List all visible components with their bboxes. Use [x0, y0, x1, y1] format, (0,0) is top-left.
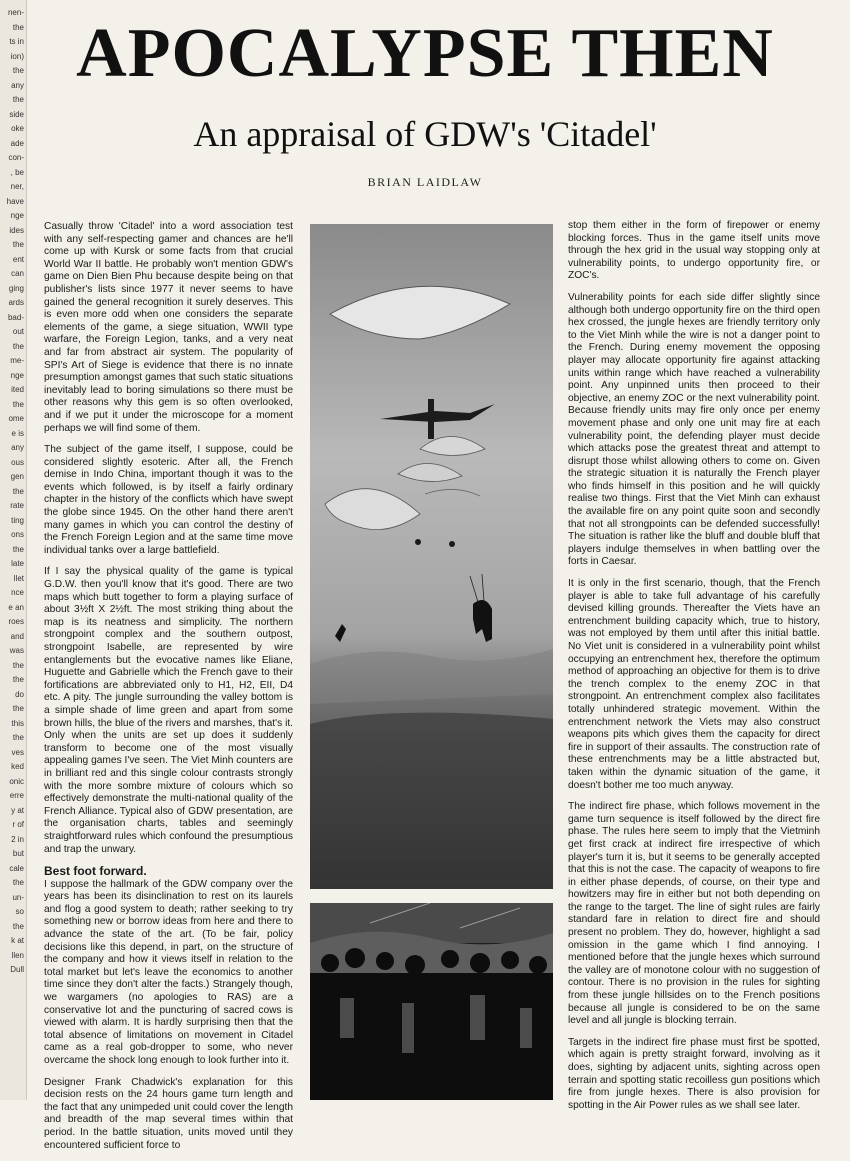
gutter-fragment: r of — [12, 820, 24, 829]
gutter-fragment: the — [12, 95, 24, 104]
gutter-fragment: nge — [10, 370, 24, 380]
adjacent-page-edge — [0, 0, 27, 1100]
gutter-fragment: gen — [10, 472, 24, 481]
gutter-fragment: ade — [10, 138, 24, 148]
gutter-fragment: the — [12, 878, 24, 887]
article-title: APOCALYPSE THEN — [76, 15, 774, 92]
gutter-fragment: can — [11, 269, 24, 278]
gutter-fragment: so — [15, 907, 24, 916]
gutter-fragment: the — [12, 660, 24, 670]
paragraph: Designer Frank Chadwick's explanation for this decision rests on the 24 hours game turn length and the fact that any unimpeded unit could cover the length and breadth of the map several times within that period. In the battle situation, units moved until they encountered sufficient force to — [44, 1076, 293, 1151]
gutter-fragment: side — [9, 109, 24, 119]
gutter-fragment: ging — [8, 283, 24, 293]
gutter-fragment: cale — [9, 863, 24, 873]
gutter-fragment: the — [12, 704, 24, 713]
paragraph: I suppose the hallmark of the GDW company over the years has been its disinclination to rest on its laurels and flog a good system to death; rather seeking to try something new or borrow ideas from here and there to advance the state of the art. (To be fair, policy decisions like this depend, in part, on the structure of the company and how it views itself in relation to the total market but let's leave the economics to another time since they don't alter the facts.) Strangely though, we wargamers (no apologies to RAS) are a conservative lot and the puncturing of sacred cows is viewed with alarm. It is hardly surprising then that the total absence of limitations on movement in Citadel came as a real gob-dropper to some, who never overcame the shock long enough to look further into it. — [44, 878, 293, 1066]
gutter-fragment: ting — [11, 515, 24, 525]
gutter-fragment: the — [12, 733, 24, 742]
gutter-fragment: ts in — [9, 37, 24, 46]
gutter-fragment: y at — [11, 805, 24, 815]
gutter-fragment: the — [12, 66, 24, 75]
gutter-fragment: was — [9, 646, 24, 655]
section-heading: Best foot forward. — [44, 864, 147, 879]
gutter-fragment: any — [11, 443, 24, 452]
gutter-fragment: , be — [10, 167, 24, 177]
soldiers-photo — [310, 903, 553, 1100]
gutter-fragment: rate — [10, 501, 24, 510]
gutter-fragment: the — [12, 341, 24, 351]
gutter-fragment: nge — [10, 211, 24, 220]
gutter-fragment: ome — [8, 414, 24, 423]
gutter-fragment: ves — [11, 747, 24, 757]
gutter-fragment: this — [11, 718, 24, 728]
gutter-fragment: llen — [11, 950, 24, 960]
gutter-fragment: ited — [11, 385, 24, 394]
gutter-fragment: the — [12, 544, 24, 554]
gutter-fragment: out — [12, 327, 24, 336]
gutter-fragment: e is — [11, 428, 24, 438]
gutter-fragment: Dull — [10, 965, 24, 974]
gutter-fragment: erre — [9, 791, 24, 800]
gutter-fragment: con- — [8, 153, 24, 162]
gutter-fragment: ked — [11, 762, 24, 771]
gutter-fragment: late — [11, 559, 24, 568]
paragraph: The subject of the game itself, I suppose, could be considered slightly esoteric. After all, the French demise in Indo China, important though it was to the events which followed, is by itself a fairly ordinary chapter in the history of the conflicts which have swept the globe since 1945. On the other hand there aren't many games in which you can control the destiny of the French Foreign Legion and at the same time move individual tanks over a large battlefield. — [44, 444, 293, 556]
gutter-fragment: un- — [12, 892, 24, 902]
gutter-fragment: ent — [12, 254, 24, 264]
article-subtitle: An appraisal of GDW's 'Citadel' — [193, 114, 657, 154]
author-byline: BRIAN LAIDLAW — [367, 175, 483, 189]
gutter-fragment: the — [12, 240, 24, 249]
paragraph: Casually throw 'Citadel' into a word association test with any self-respecting gamer and chances are he'll come up with Kursk or some facts from that crucial World War II battle. He probably won't mention GDW's game on Dien Bien Phu because despite being on that publisher's lists since 1977 it never seems to have gained the general recognition it surely deserves. This is even more odd when one considers the separate elements of the game, a siege situation, WWII type warfare, the Foreign Legion, tanks, and a very neat and far from abstract air system. The popularity of SPI's Art of Siege is evidence that there is no innate presumption amongst games that such static situations inevitably lead to boring simulations so there must be other reasons why this gem is so often overlooked, and if we put it under the microscope for a moment perhaps we will find some of them. — [44, 221, 293, 434]
gutter-fragment: bad- — [7, 312, 24, 322]
gutter-fragment: the — [12, 921, 24, 931]
gutter-fragment: e an — [8, 602, 24, 612]
gutter-fragment: ards — [8, 298, 24, 307]
gutter-fragment: but — [12, 849, 24, 858]
gutter-fragment: ons — [11, 530, 24, 539]
gutter-fragment: onic — [9, 776, 24, 786]
left-text-column — [44, 221, 293, 1161]
gutter-fragment: the — [12, 399, 24, 409]
gutter-fragment: ous — [11, 457, 24, 467]
paragraph: Targets in the indirect fire phase must first be spotted, which again is pretty straight forward, involving as it does, sighting by adjacent units, sighting across open terrain and spotting static recoilless gun positions which fire from jungle hexes. There is also provision for spotting in the Air Power rules as we shall see later. — [568, 1036, 820, 1111]
gutter-fragment: do — [15, 689, 24, 699]
gutter-fragment: oke — [11, 124, 24, 133]
gutter-fragment: roes — [8, 617, 24, 626]
gutter-fragment: me- — [10, 356, 24, 365]
gutter-fragment: nen- — [7, 8, 24, 17]
gutter-fragment: the — [12, 675, 24, 684]
gutter-fragment: llet — [13, 573, 24, 583]
gutter-fragment: nce — [11, 588, 24, 597]
gutter-fragment: any — [11, 80, 24, 90]
right-text-column — [568, 220, 820, 1121]
gutter-fragment: ides — [9, 225, 24, 235]
gutter-fragment: the — [12, 486, 24, 496]
gutter-fragment: ner, — [10, 182, 24, 191]
paratroopers-photo — [310, 224, 553, 889]
paragraph: If I say the physical quality of the game is typical G.D.W. then you'll know that it's good. There are two maps which butt together to form a playing surface of about 3½ft X 2½ft. The most striking thing about the map is its neatness and simplicity. The northern strongpoint complex and the southern outpost, strongpoint Isabelle, are represented by wire entanglements but the evocative names like Eliane, Huguette and Gabrielle which the French gave to their fortifications are abbreviated only to H1, H2, EII, D4 etc. A pity. The jungle surrounding the valley bottom is a simple shade of lime green and apart from some brown hills, the blue of the rivers and marshes, that's it. Only when the units are set up does it suddenly transform to become one of the most visually appealing games I've seen. The Viet Minh counters are in brilliant red and this single colour contrasts strongly with the more sombre mixture of colours which so effectively demonstrate the multi-national quality of the French Alliance. Typical also of GDW presentation, are the organisation charts, tables and seemingly straightforward rules which confound the presumptious and trap the unwary. — [44, 566, 293, 855]
paragraph: Vulnerability points for each side differ slightly since although both undergo opportunity fire on the third open hex crossed, the jungle hexes are friendly territory only to the Viet Minh while the wire is not a danger point to the French. During enemy movement the opposing player may allocate opportunity fire against attacking units within range which have reached a vulnerability point. Any unpinned units then proceed to their objective, an enemy ZOC or the next vulnerability point. Because friendly units may fire only once per enemy movement phase and only one unit may fire at each vulnerability point, the defending player must decide which attacks pose the greatest threat and attempt to disrupt those whilst allowing others to come on. Given the strategic situation it is naturally the French player who finds himself in this position and he will quickly realise two things. First that the Viet Minh can exhaust the available fire on any point quite soon and secondly that not all strongpoints can be defended successfully! The situation is rather like the bluff and double bluff that players indulge themselves in when battling over the forts in Caesar. — [568, 291, 820, 568]
gutter-fragment: the — [12, 22, 24, 32]
gutter-fragment: have — [6, 196, 24, 206]
paragraph: It is only in the first scenario, though, that the French player is able to take full advantage of his carefully devised killing grounds. Thereafter the Viets have an entrenchment building capacity which, true to history, was not employed by them until after this initial battle. No Viet unit is considered in a vulnerability point whilst occupying an entrenchment hex, therefore the optimum method of approaching an objective for them is to drive the trench complex to the enemy ZOC in that strongpoint. An entrenchment complex also facilitates totally unhindered strategic movement. Within the entrenchment network the Viets may also construct weapons pits which gives them the capacity for direct fire in support of their assaults. The construction rate of these entrenchments may be a little abstracted but, taken within the dynamic situation of the game, it doesn't bother me too much anyway. — [568, 578, 820, 791]
paragraph: stop them either in the form of firepower or enemy blocking forces. Thus in the game itself units move through the hex grid in the usual way stopping only at vulnerability points, to undergo opportunity fire, or ZOC's. — [568, 220, 820, 282]
gutter-fragment: and — [10, 631, 24, 641]
gutter-fragment: 2 in — [11, 834, 24, 844]
gutter-fragment: k at — [11, 936, 24, 945]
gutter-fragment: ion) — [10, 51, 24, 61]
paragraph: The indirect fire phase, which follows movement in the game turn sequence is itself followed by the direct fire phase. The rules here seem to imply that the Vietminh get first crack at indirect fire irrespective of which player's turn it is, but it seems to be generally accepted that this is not the case. The capacity of weapons to fire in either phase depends, of course, on their type and howitzers may fire in either but not both depending on the range to the target. The line of sight rules are fairly standard fare in relation to direct fire and should present no problem. They do, however, highlight a sad omission in the game which I find annoying. I mentioned before that the jungle hexes which surround the valley are of monotone colour with no suggestion of contour. There is no provision in the rules for sighting from these jungle hillsides on to the French positions because all jungle is considered to be on the same level and all jungle is blocking terrain. — [568, 801, 820, 1027]
